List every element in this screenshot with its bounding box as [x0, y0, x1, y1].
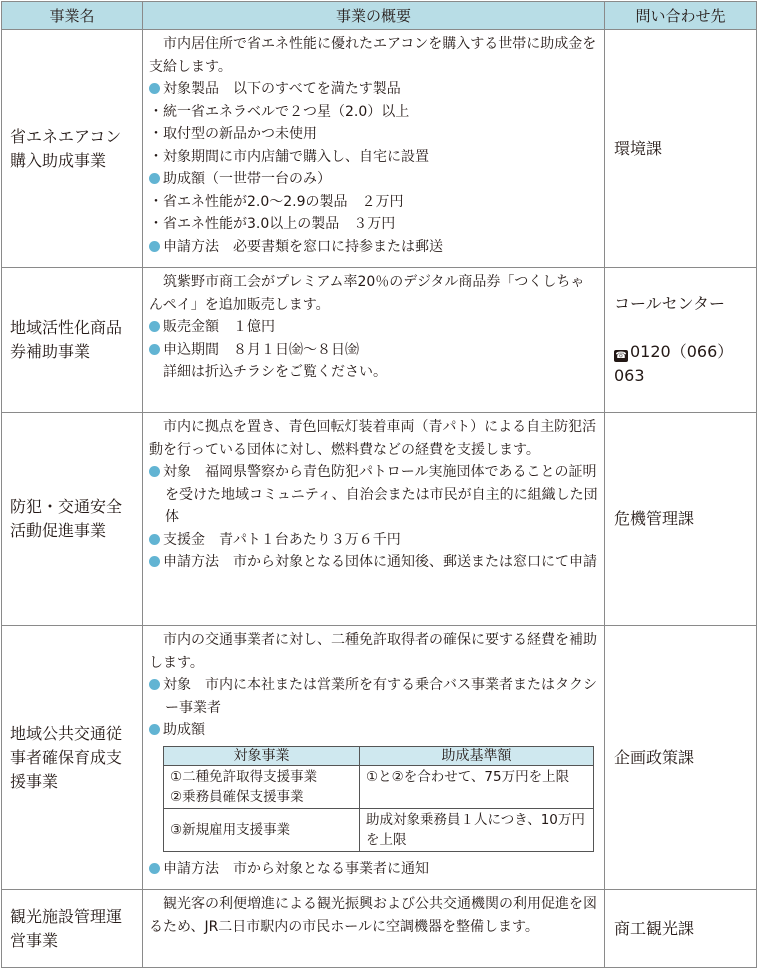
- program-contact: [605, 268, 757, 413]
- program-name: 地域活性化商品 券補助事業: [2, 268, 143, 413]
- summary-line: 助成額: [149, 719, 598, 742]
- subtable-item: ①二種免許取得支援事業: [170, 768, 318, 785]
- summary-intro: 市内に拠点を置き、青色回転灯装着車両（青パト）による自主防犯活動を行っている団体に対し、燃料費などの経費を支援します。: [149, 419, 597, 458]
- program-contact: 企画政策課: [605, 626, 757, 890]
- table-row: [2, 413, 757, 626]
- summary-line: 支援金 青パト１台あたり３万６千円: [149, 529, 598, 552]
- bullet-icon: [149, 83, 160, 94]
- subtable-cell-target: [164, 765, 360, 808]
- summary-line: ・対象期間に市内店舗で購入し、自宅に設置: [149, 148, 429, 165]
- program-summary: [143, 413, 605, 626]
- bullet-icon: [149, 679, 160, 690]
- program-contact: 環境課: [605, 30, 757, 268]
- table-row: [2, 268, 757, 413]
- summary-line: ・取付型の新品かつ未使用: [149, 126, 317, 142]
- bullet-icon: [149, 321, 160, 332]
- subtable-header-row: [164, 746, 594, 765]
- subtable-row: [164, 765, 594, 808]
- summary-line: 対象製品 以下のすべてを満たす製品: [149, 78, 598, 101]
- summary-line: 販売金額 １億円: [149, 316, 598, 339]
- bullet-icon: [149, 173, 160, 184]
- program-name: 観光施設管理運 営事業: [2, 890, 143, 968]
- table-row: [2, 890, 757, 968]
- bullet-icon: [149, 724, 160, 735]
- program-summary: [143, 890, 605, 968]
- subtable-header-target: 対象事業: [164, 746, 360, 765]
- program-summary: [143, 626, 605, 890]
- subtable-row: [164, 808, 594, 851]
- bullet-icon: [149, 344, 160, 355]
- program-summary: [143, 30, 605, 268]
- summary-intro: 市内居住所で省エネ性能に優れたエアコンを購入する世帯に助成金を支給します。: [149, 36, 597, 75]
- summary-line: 助成額（一世帯一台のみ）: [149, 168, 598, 191]
- program-name: 防犯・交通安全 活動促進事業: [2, 413, 143, 626]
- subtable-header-amount: 助成基準額: [360, 746, 594, 765]
- summary-line: ・省エネ性能が2.0～2.9の製品 ２万円: [149, 193, 404, 210]
- bullet-icon: [149, 466, 160, 477]
- header-contact: 問い合わせ先: [605, 2, 757, 30]
- summary-note: 詳細は折込チラシをご覧ください。: [163, 364, 387, 380]
- table-header-row: [2, 2, 757, 30]
- program-summary: [143, 268, 605, 413]
- summary-line: 申請方法 市から対象となる事業者に通知: [149, 858, 598, 881]
- contact-phone-line: [614, 340, 747, 388]
- contact-phone[interactable]: 0120（066）063: [614, 342, 734, 385]
- summary-line: 申請方法 市から対象となる団体に通知後、郵送または窓口にて申請: [149, 551, 598, 574]
- bullet-icon: [149, 534, 160, 545]
- summary-line: 対象 福岡県警察から青色防犯パトロール実施団体であることの証明を受けた地域コミュニティ、自治会または市民が自主的に組織した団体: [149, 461, 598, 529]
- subtable-cell-amount: 助成対象乗務員１人につき、10万円を上限: [360, 808, 594, 851]
- subtable-cell-amount: ①と②を合わせて、75万円を上限: [360, 765, 594, 808]
- subtable-item: ②乗務員確保支援事業: [170, 788, 304, 805]
- header-summary: 事業の概要: [143, 2, 605, 30]
- summary-line: 申込期間 ８月１日㈮～８日㈮: [149, 339, 598, 362]
- bullet-icon: [149, 556, 160, 567]
- summary-intro: 観光客の利便増進による観光振興および公共交通機関の利用促進を図るため、JR二日市駅内の市民ホールに空調機器を整備します。: [149, 896, 597, 935]
- program-contact: 商工観光課: [605, 890, 757, 968]
- program-contact: 危機管理課: [605, 413, 757, 626]
- phone-icon: ☎: [615, 351, 627, 361]
- summary-line: 対象 市内に本社または営業所を有する乗合バス事業者またはタクシー事業者: [149, 674, 598, 719]
- table-row: [2, 626, 757, 890]
- bullet-icon: [149, 241, 160, 252]
- table-row: [2, 30, 757, 268]
- subtable-cell-target: ③新規雇用支援事業: [164, 808, 360, 851]
- program-table: [1, 1, 757, 968]
- subsidy-subtable: [163, 746, 594, 852]
- bullet-icon: [149, 863, 160, 874]
- summary-line: ・省エネ性能が3.0以上の製品 ３万円: [149, 216, 396, 232]
- contact-label: コールセンター: [614, 294, 726, 313]
- summary-intro: 筑紫野市商工会がプレミアム率20％のデジタル商品券「つくしちゃんペイ」を追加販売します。: [149, 274, 585, 313]
- program-name: 省エネエアコン 購入助成事業: [2, 30, 143, 268]
- summary-intro: 市内の交通事業者に対し、二種免許取得者の確保に要する経費を補助します。: [149, 632, 597, 671]
- summary-line: ・統一省エネラベルで２つ星（2.0）以上: [149, 103, 410, 120]
- header-name: 事業名: [2, 2, 143, 30]
- summary-line: 申請方法 必要書類を窓口に持参または郵送: [149, 236, 598, 259]
- program-name: 地域公共交通従 事者確保育成支 援事業: [2, 626, 143, 890]
